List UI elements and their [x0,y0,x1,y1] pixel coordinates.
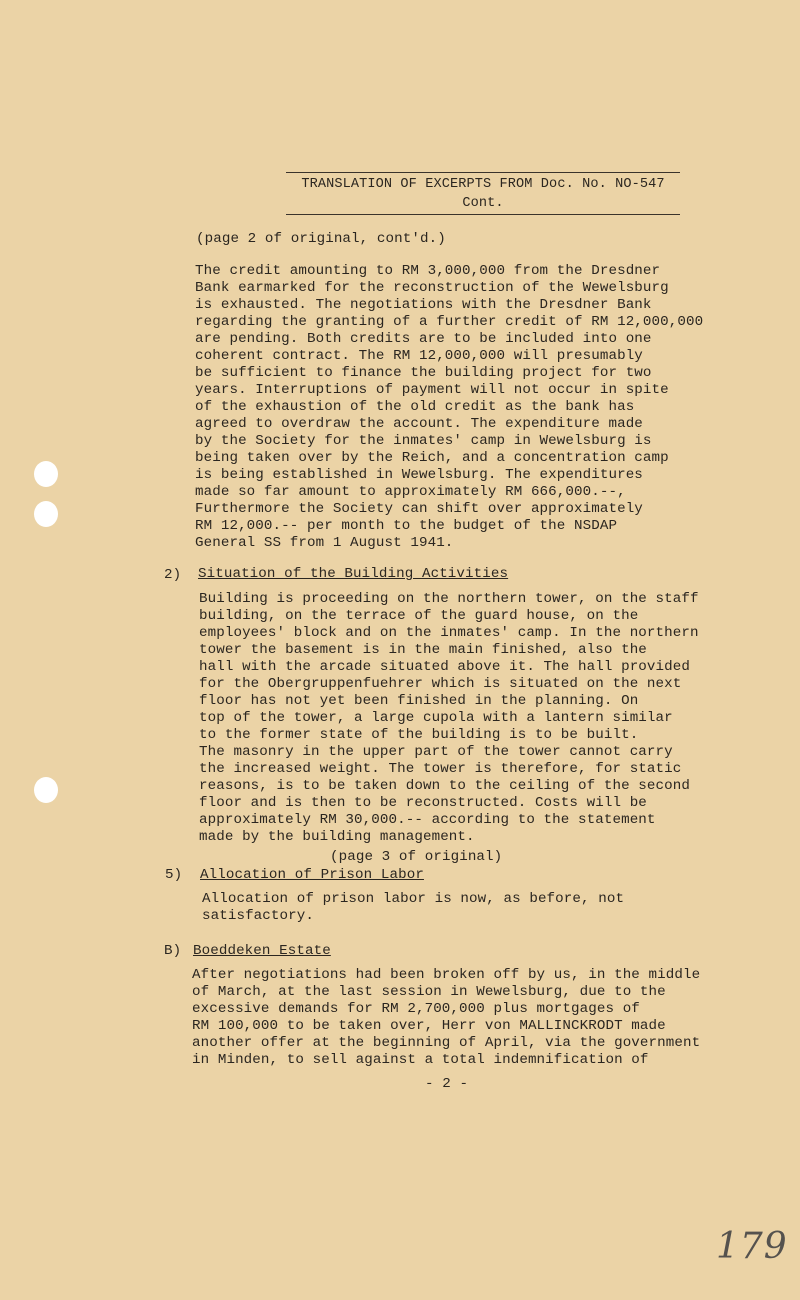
section-2-heading: Situation of the Building Activities [198,566,509,582]
section-2-body: Building is proceeding on the northern tower, on the staff building, on the terrace of the guard house, on the employees' block and on the inmates' camp. In the northern tower the basement is in the main finished, also the hall with the arcade situated above it. The hall provided for the Obergruppenfuehrer which is situated on the next floor has not yet been finished in the planning. On top of the tower, a large cupola with a lantern similar to the former state of the building is to be built. The masonry in the upper part of the tower cannot carry the increased weight. The tower is therefore, for static reasons, is to be taken down to the ceiling of the second floor and is then to be reconstructed. Costs will be approximately RM 30,000.-- according to the statement made by the building management. [199,591,699,845]
document-title-block [286,172,680,215]
document-subtitle: Cont. [462,196,504,211]
section-b-number: B) [164,943,182,959]
section-b-heading: Boeddeken Estate [193,943,331,959]
punch-hole [34,461,58,487]
punch-hole [34,501,58,527]
title-bottom-rule [286,214,680,215]
document-title: TRANSLATION OF EXCERPTS FROM Doc. No. NO-547 [301,177,665,192]
credit-paragraph: The credit amounting to RM 3,000,000 from the Dresdner Bank earmarked for the reconstruction of the Wewelsburg is exhausted. The negotiations with the Dresdner Bank regarding the granting of a further credit of RM 12,000,000 are pending. Both credits are to be included into one coherent contract. The RM 12,000,000 will presumably be sufficient to finance the building project for two years. Interruptions of payment will not occur in spite of the exhaustion of the old credit as the bank has agreed to overdraw the account. The expenditure made by the Society for the inmates' camp in Wewelsburg is being taken over by the Reich, and a concentration camp is being established in Wewelsburg. The expenditures made so far amount to approximately RM 666,000.--, Furthermore the Society can shift over approximately RM 12,000.-- per month to the budget of the NSDAP General SS from 1 August 1941. [195,263,704,551]
section-5-heading: Allocation of Prison Labor [200,867,424,883]
punch-hole [34,777,58,803]
section-5-body: Allocation of prison labor is now, as before, not satisfactory. [202,891,625,924]
section-b-body: After negotiations had been broken off by us, in the middle of March, at the last session in Wewelsburg, due to the excessive demands for RM 2,700,000 plus mortgages of RM 100,000 to be taken over, Herr von MALLINCKRODT made another offer at the beginning of April, via the government in Minden, to sell against a total indemnification of [192,967,701,1068]
section-2-number: 2) [164,567,182,583]
page-reference-top: (page 2 of original, cont'd.) [196,231,446,247]
page-reference-mid: (page 3 of original) [330,849,503,865]
section-5-number: 5) [165,867,183,883]
page-number: - 2 - [425,1076,469,1092]
handwritten-page-number: 179 [716,1226,788,1267]
